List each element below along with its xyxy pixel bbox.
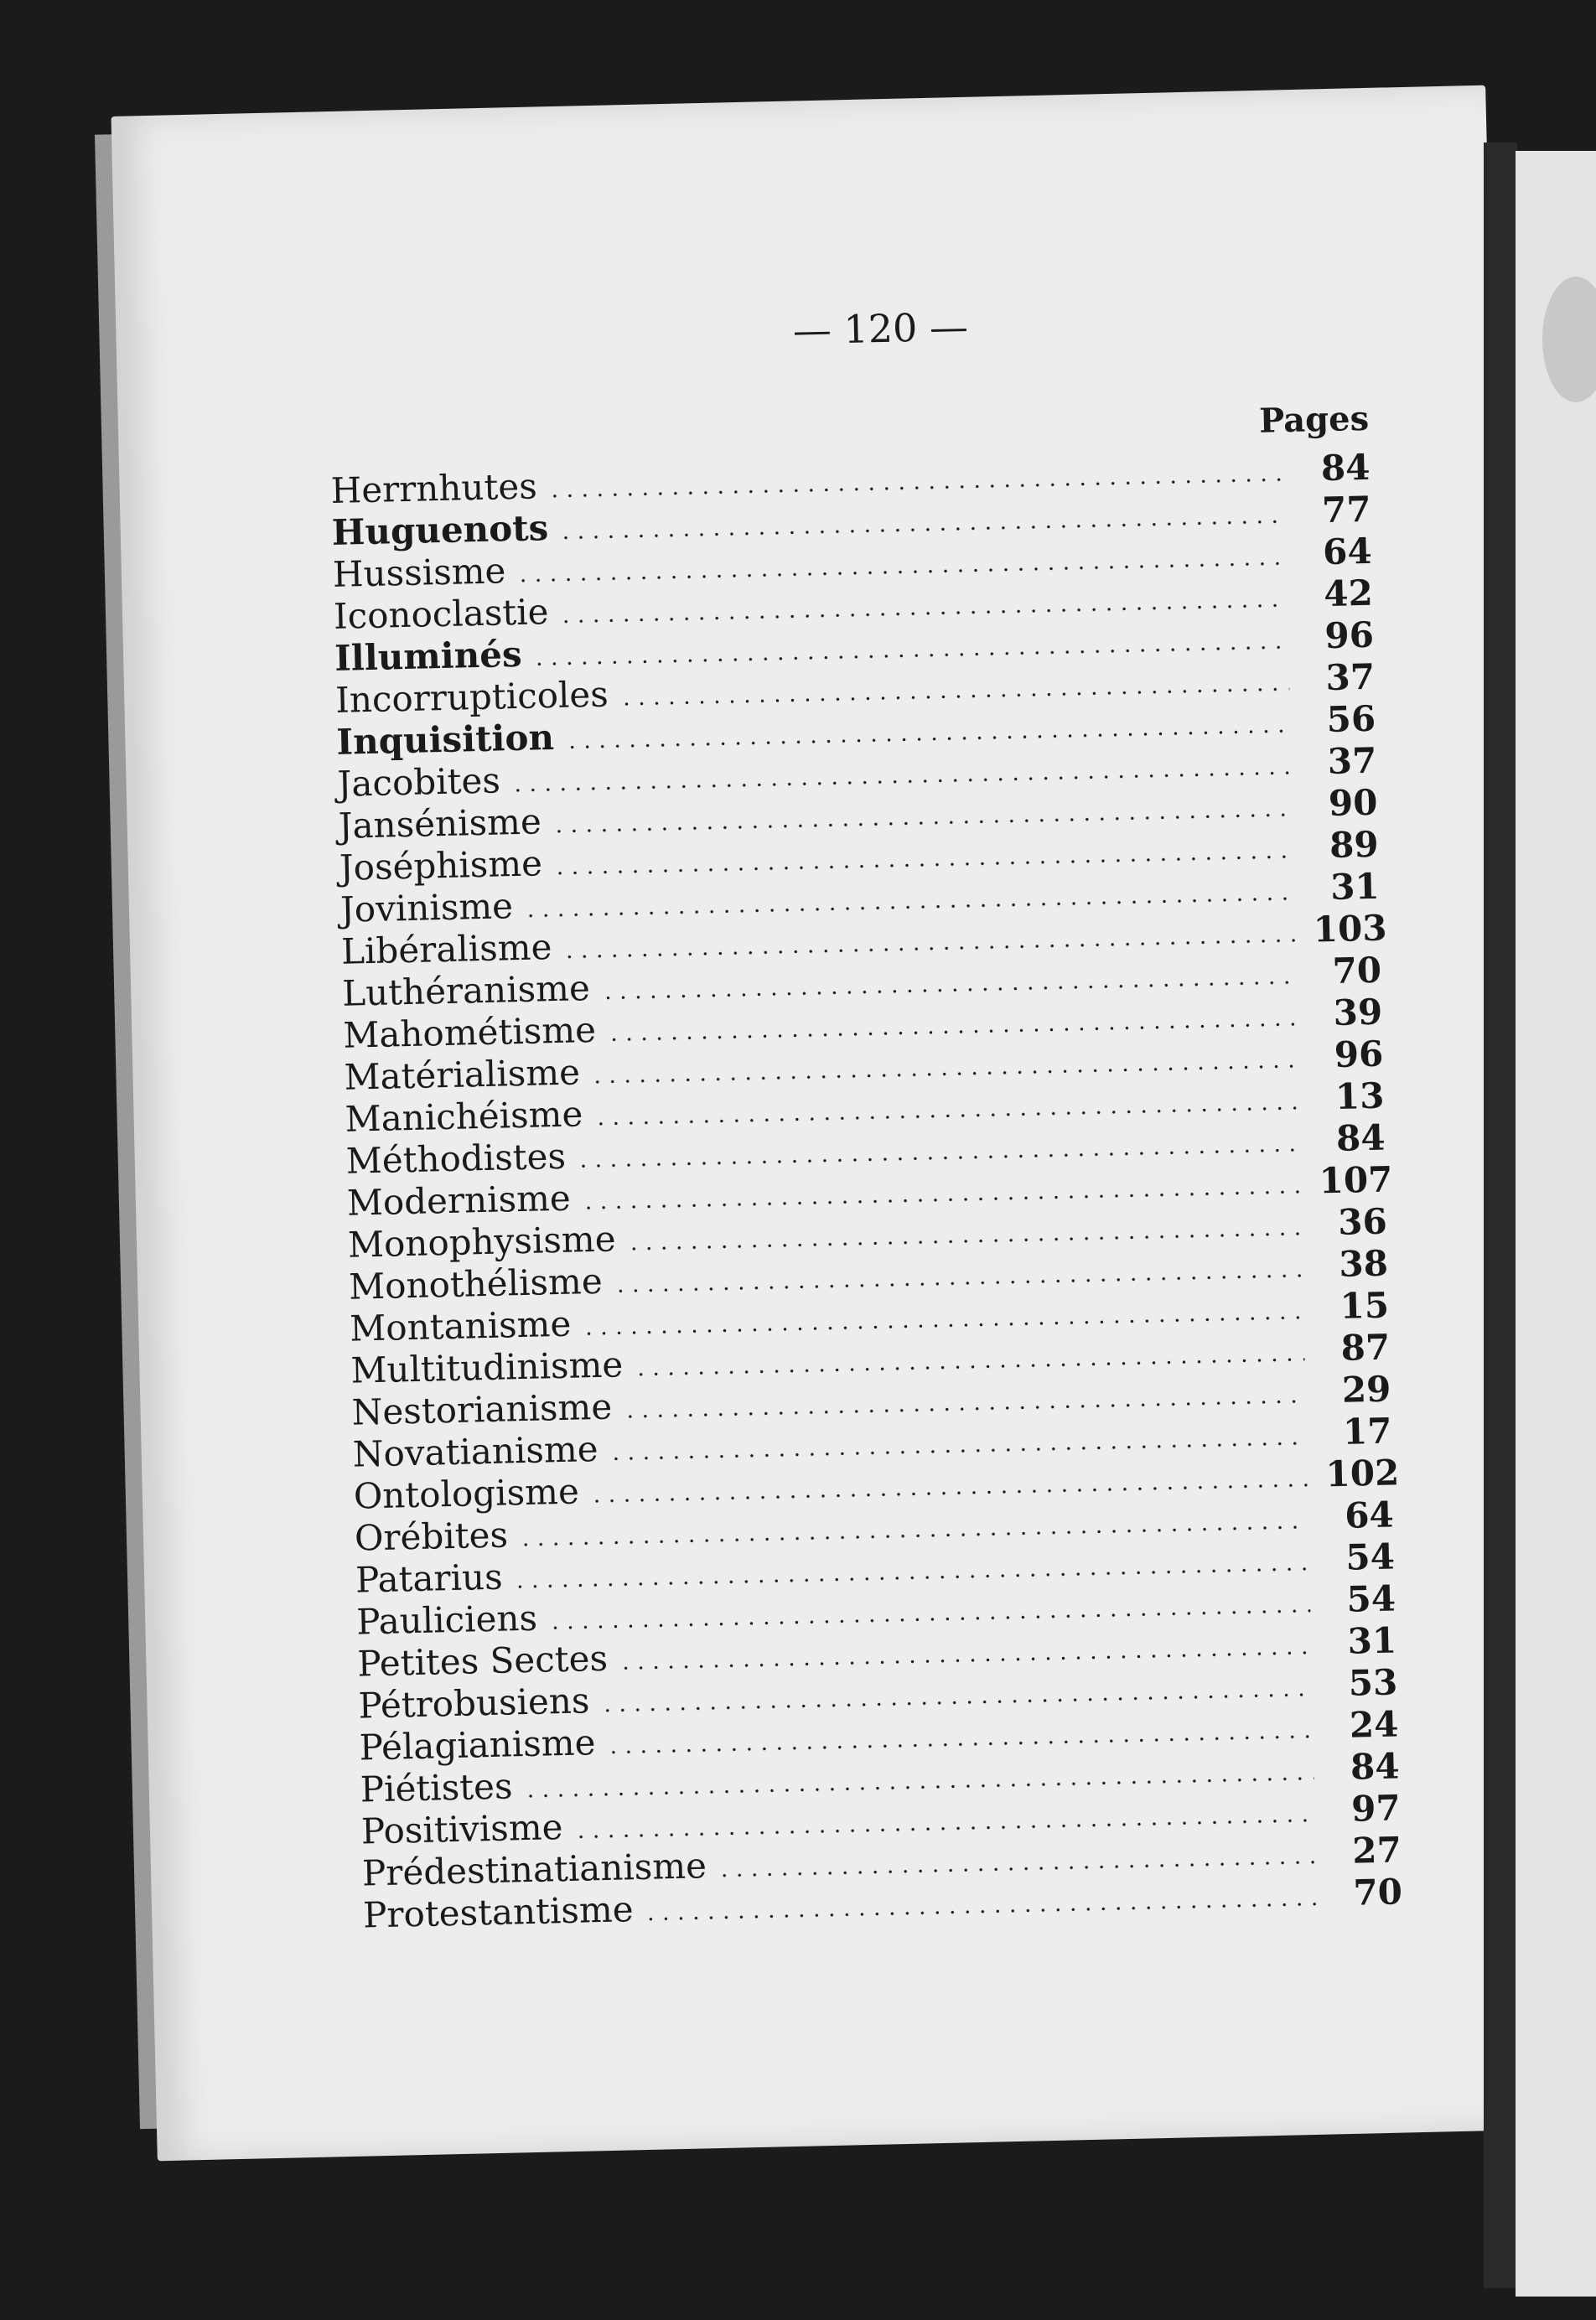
entry-term: Pauliciens [355, 1597, 538, 1643]
entry-term: Monophysisme [347, 1218, 617, 1266]
entry-term: Novatianisme [352, 1428, 599, 1475]
entry-page: 31 [1329, 865, 1381, 909]
entry-page: 96 [1324, 614, 1375, 657]
entry-term: Manichéisme [345, 1093, 583, 1140]
entry-page: 84 [1335, 1116, 1386, 1159]
entry-page: 38 [1338, 1242, 1389, 1285]
entry-term: Orébites [354, 1514, 509, 1559]
page-number: — 120 — [792, 303, 969, 354]
entry-term: Hussisme [332, 550, 506, 595]
entry-page: 64 [1344, 1494, 1395, 1536]
entry-term: Mahométisme [342, 1008, 597, 1056]
entry-term: Nestorianisme [351, 1385, 613, 1433]
entry-page: 84 [1350, 1745, 1401, 1788]
entry-page: 96 [1334, 1033, 1384, 1075]
entry-page: 70 [1331, 949, 1382, 992]
entry-page: 29 [1341, 1368, 1391, 1411]
entry-page: 31 [1347, 1619, 1397, 1662]
index-list [330, 447, 1402, 1937]
entry-term: Monothélisme [348, 1260, 604, 1308]
entry-page: 37 [1325, 655, 1376, 699]
entry-page: 84 [1320, 446, 1371, 489]
entry-term: Luthéranisme [341, 967, 591, 1014]
entry-term: Ontologisme [353, 1470, 580, 1517]
entry-page: 53 [1348, 1661, 1398, 1704]
entry-term: Petites Sectes [356, 1637, 609, 1685]
entry-term: Inquisition [335, 716, 555, 763]
entry-page: 87 [1340, 1326, 1391, 1369]
entry-term: Huguenots [331, 507, 549, 553]
entry-term: Modernisme [346, 1177, 572, 1224]
entry-term: Joséphisme [339, 842, 543, 888]
entry-term: Multitudinisme [350, 1344, 624, 1391]
entry-term: Pélagianisme [359, 1722, 596, 1768]
entry-page: 89 [1329, 823, 1380, 867]
entry-page: 54 [1345, 1535, 1396, 1578]
facing-page [1516, 151, 1596, 2297]
pages-column-header: Pages [1258, 398, 1370, 441]
entry-page: 17 [1342, 1410, 1392, 1453]
entry-page: 70 [1352, 1871, 1403, 1913]
entry-page: 64 [1322, 530, 1373, 573]
entry-page: 107 [1319, 1158, 1393, 1202]
entry-term: Herrnhutes [330, 465, 538, 511]
entry-page: 27 [1351, 1829, 1402, 1872]
entry-page: 90 [1328, 781, 1378, 825]
entry-term: Jacobites [337, 759, 501, 805]
entry-page: 103 [1313, 907, 1388, 950]
entry-page: 42 [1323, 572, 1374, 615]
entry-term: Jovinisme [339, 885, 514, 930]
entry-term: Positivisme [360, 1806, 564, 1852]
entry-term: Illuminés [334, 633, 523, 679]
entry-term: Libéralisme [340, 926, 552, 972]
entry-term: Piétistes [360, 1765, 514, 1810]
entry-term: Méthodistes [345, 1135, 567, 1182]
index-content [327, 295, 1402, 1937]
entry-page: 97 [1350, 1787, 1402, 1830]
entry-term: Protestantisme [362, 1888, 635, 1936]
entry-page: 36 [1337, 1200, 1388, 1243]
entry-term: Matérialisme [343, 1051, 581, 1098]
entry-page: 37 [1327, 739, 1377, 783]
entry-page: 77 [1321, 488, 1372, 531]
entry-term: Iconoclastie [333, 591, 550, 637]
entry-page: 102 [1325, 1452, 1400, 1495]
entry-page: 13 [1334, 1075, 1385, 1117]
entry-page: 56 [1326, 697, 1376, 741]
entry-page: 54 [1345, 1577, 1396, 1620]
entry-page: 39 [1333, 991, 1383, 1033]
entry-term: Prédestinatianisme [361, 1845, 707, 1894]
entry-page: 15 [1340, 1284, 1390, 1327]
entry-term: Patarius [355, 1556, 504, 1601]
entry-term: Jansénisme [338, 800, 542, 847]
entry-page: 24 [1349, 1703, 1399, 1746]
book-gutter [1484, 142, 1517, 2288]
entry-term: Pétrobusiens [358, 1680, 590, 1727]
entry-term: Montanisme [349, 1302, 572, 1349]
entry-term: Incorrupticoles [334, 673, 609, 721]
